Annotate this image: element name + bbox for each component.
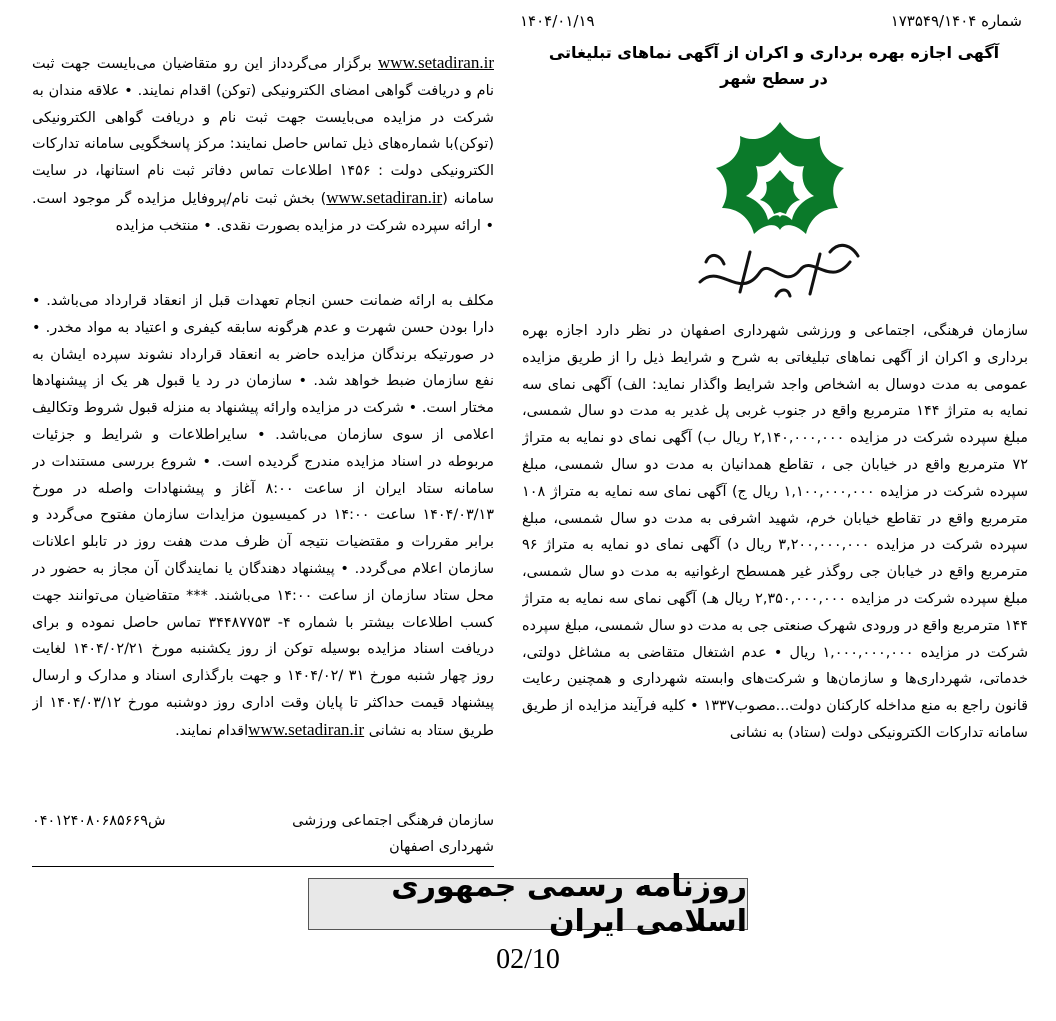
divider	[32, 866, 494, 867]
left-bottom-text-2: اقدام نمایند.	[175, 722, 249, 739]
header-line	[520, 12, 1028, 36]
ad-number: شماره ۱۷۳۵۴۹/۱۴۰۴	[890, 12, 1022, 30]
right-column-text: سازمان فرهنگی، اجتماعی و ورزشی شهرداری اصفهان در نظر دارد اجازه بهره برداری و اکران از آگهی نماهای تبلیغاتی به شرح و شرایط ذیل را از طریق مزایده عمومی به مدت دوسال به اشخاص واجد شرایط واگذار نماید: الف) آگهی نمای سه نمایه به متراژ ۱۴۴ مترمربع واقع در جنوب غربی پل غدیر به مدت دو سال شمسی، مبلغ سپرده شرکت در مزایده ۲,۱۴۰,۰۰۰,۰۰۰ ریال ب) آگهی نمای دو نمایه به متراژ ۷۲ مترمربع واقع در خیابان جی ، تقاطع همدانیان به مدت دو سال شمسی، مبلغ سپرده شرکت در مزایده ۱,۱۰۰,۰۰۰,۰۰۰ ریال ج) آگهی نمای سه نمایه به متراژ ۱۰۸ مترمربع واقع در تقاطع خیابان خرم، شهید اشرفی به مدت دو سال شمسی، مبلغ سپرده شرکت در مزایده ۳,۲۰۰,۰۰۰,۰۰۰ ریال د) آگهی نمای دو نمایه به متراژ ۹۶ مترمربع واقع در خیابان جی روگذر غیر همسطح ارغوانیه به مدت دو سال شمسی، مبلغ سپرده شرکت در مزایده ۲,۳۵۰,۰۰۰,۰۰۰ ریال هـ) آگهی نمای سه نمایه به متراژ ۱۴۴ مترمربع واقع در ورودی شهرک صنعتی جی به مدت دو سال شمسی، مبلغ سپرده شرکت در مزایده ۱,۰۰۰,۰۰۰,۰۰۰ ریال • عدم اشتغال متقاضی به مشاغل دولتی، خدماتی، شهرداری‌ها و سازمان‌ها و شرکت‌های وابسته شهرداری و همچنین رعایت قانون راجع به منع مداخله کارکنان دولت...مصوب۱۳۳۷ • کلیه فرآیند مزایده از طریق سامانه تدارکات الکترونیکی دولت (ستاد) به نشانی	[522, 323, 1028, 741]
ad-date: ۱۴۰۴/۰۱/۱۹	[520, 12, 595, 30]
left-bottom-text: مکلف به ارائه ضمانت حسن انجام تعهدات قبل از انعقاد قرارداد می‌باشد. • دارا بودن حسن شهرت و عدم هرگونه سابقه کیفری و اعتیاد به مواد مخدر. • در صورتیکه برندگان مزایده حاضر به انعقاد قرارداد نشوند سپرده ایشان به نفع سازمان ضبط خواهد شد. • سازمان در رد یا قبول هر یک از پیشنهادها مختار است. • شرکت در مزایده وارائه پیشنهاد به منزله قبول شروط وتکالیف اعلامی از سوی سازمان می‌باشد. • سایراطلاعات و شرایط و جزئیات مربوطه در اسناد مزایده مندرج گردیده است. • شروع بررسی مستندات در سامانه ستاد ایران از ساعت ۸:۰۰ آغاز و پیشنهادات واصله در مورخ ۱۴۰۴/۰۳/۱۳ ساعت ۱۴:۰۰ در کمیسیون مزایدات سازمان مفتوح می‌گردد و برابر مقررات و مقتضیات نتیجه آن ظرف مدت هفت روز در تابلو اعلانات سازمان اعلام می‌گردد. • پیشنهاد دهندگان یا نمایندگان آن مجاز به حضور در محل ستاد سازمان از ساعت ۱۴:۰۰ می‌باشند. *** متقاضیان می‌توانند جهت کسب اطلاعات بیشتر با شماره ۴- ۳۴۴۸۷۷۵۳ تماس حاصل نموده و برای دریافت اسناد مزایده بوسیله توکن از روز یکشنبه مورخ ۱۴۰۴/۰۲/۲۱ لغایت روز چهار شنبه مورخ ۳۱ /۱۴۰۴/۰۲ و جهت بارگذاری اسناد و مدارک و ارسال پیشنهاد قیمت حداکثر تا پایان وقت اداری روز دوشنبه مورخ ۱۴۰۴/۰۳/۱۲ از طریق ستاد به نشانی	[32, 293, 494, 739]
title-line-1: آگهی اجازه بهره برداری و اکران از آگهی نماهای تبلیغاتی	[548, 43, 1000, 62]
left-top-text: برگزار می‌گردداز این رو متقاضیان می‌بایست جهت ثبت نام و دریافت گواهی امضای الکترونیکی (توکن) اقدام نمایند. • علاقه مندان به شرکت در مزایده می‌بایست جهت ثبت نام و دریافت گواهی الکترونیکی (توکن)با شماره‌های ذیل تماس حاصل نمایند: مرکز پاسخگویی سامانه تدارکات الکترونیکی دولت : ۱۴۵۶ اطلاعات تماس دفاتر ثبت نام استانها، در سایت سامانه (	[32, 56, 494, 207]
signature-org-line-2: شهرداری اصفهان	[389, 839, 494, 855]
title-line-2: در سطح شهر	[720, 69, 828, 88]
setadiran-link-3[interactable]: www.setadiran.ir	[248, 719, 365, 739]
signature-block	[32, 808, 494, 864]
emblem-icon	[680, 112, 880, 312]
signature-org	[254, 808, 494, 860]
newspaper-banner: روزنامه رسمی جمهوری اسلامی ایران	[308, 878, 748, 930]
signature-code: ش۰۴۰۱۲۴۰۸۰۶۸۵۶۶۹	[32, 813, 166, 829]
setadiran-link-2[interactable]: www.setadiran.ir	[326, 187, 443, 207]
left-top-text-2: ) بخش ثبت نام/پروفایل مزایده گر موجود است. • ارائه سپرده شرکت در مزایده بصورت نقدی. • منتخب مزایده	[32, 190, 494, 234]
signature-org-line-1: سازمان فرهنگی اجتماعی ورزشی	[292, 813, 494, 829]
page-number: 02/10	[496, 944, 560, 975]
left-column-top	[32, 50, 494, 282]
setadiran-link[interactable]: www.setadiran.ir	[378, 53, 494, 72]
ad-title	[520, 40, 1028, 92]
left-column-bottom	[32, 288, 494, 806]
